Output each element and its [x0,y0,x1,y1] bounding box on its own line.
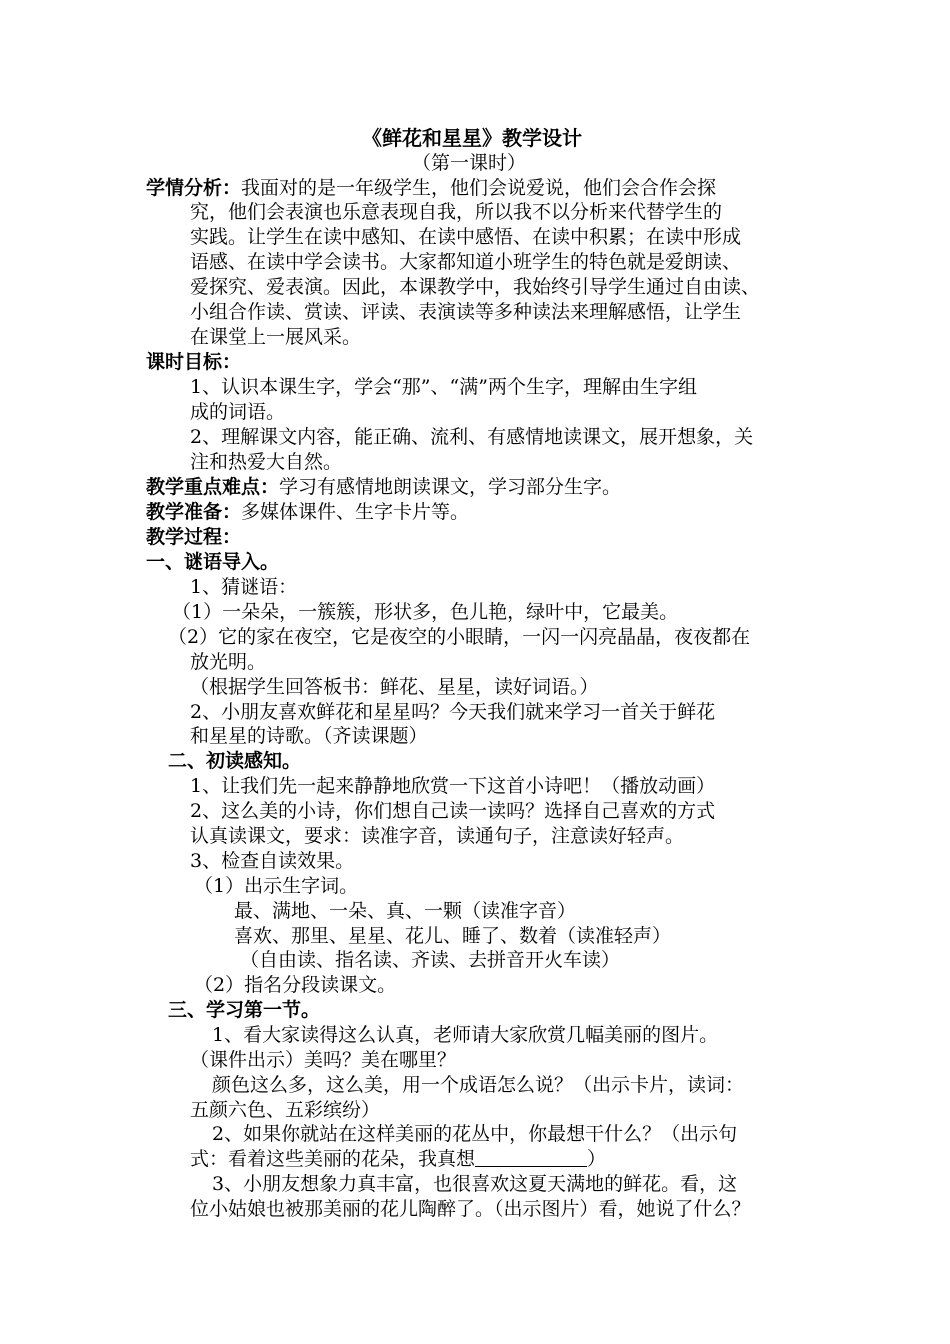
keypoints-label: 教学重点难点： [146,476,280,498]
analysis-line-1 [146,176,716,200]
goals-label: 课时目标： [146,351,242,373]
goals-line-4: 注和热爱大自然。 [190,451,343,473]
s1-line-6: 2、小朋友喜欢鲜花和星星吗？今天我们就来学习一首关于鲜花 [190,701,716,723]
s1-line-1: 1、猜谜语： [190,576,298,598]
s2-line-3: 认真读课文，要求：读准字音，读通句子，注意读好轻声。 [190,825,685,847]
s3-line-4: 五颜六色、五彩缤纷） [190,1099,381,1121]
s3-line-7: 3、小朋友想象力真丰富，也很喜欢这夏天满地的鲜花。看，这 [212,1173,738,1195]
analysis-line-2: 究，他们会表演也乐意表现自我，所以我不以分析来代替学生的 [190,201,723,223]
s2-line-7: 喜欢、那里、星星、花儿、睡了、数着（读准轻声） [234,925,672,947]
s2-line-5: （1）出示生字词。 [194,875,359,897]
fill-in-blank [475,1148,587,1167]
section-2-heading: 二、初读感知。 [168,750,302,772]
s3-line-6 [190,1147,606,1171]
doc-subtitle: （第一课时） [412,152,527,174]
goals-line-1: 1、认识本课生字，学会“那”、“满”两个生字，理解由生字组 [190,376,697,398]
s2-line-2: 2、这么美的小诗，你们想自己读一读吗？选择自己喜欢的方式 [190,800,716,822]
keypoints-text: 学习有感情地朗读课文，学习部分生字。 [279,476,622,498]
s1-line-2: （1）一朵朵，一簇簇，形状多，色儿艳，绿叶中，它最美。 [172,601,679,623]
s3-line-2: （课件出示）美吗？美在哪里？ [190,1049,457,1071]
analysis-line-7: 在课堂上一展风采。 [190,326,362,348]
s1-line-5: （根据学生回答板书：鲜花、星星，读好词语。） [190,676,599,698]
s2-line-6: 最、满地、一朵、真、一颗（读准字音） [234,900,577,922]
analysis-text: 我面对的是一年级学生，他们会说爱说，他们会合作会探 [241,177,717,199]
analysis-line-4: 语感、在读中学会读书。大家都知道小班学生的特色就是爱朗读、 [190,251,742,273]
s3-line-8: 位小姑娘也被那美丽的花儿陶醉了。（出示图片）看，她说了什么？ [190,1198,751,1220]
section-3-heading: 三、学习第一节。 [168,999,321,1021]
s3-line-6-text: 式：看着这些美丽的花朵，我真想 [190,1148,476,1170]
s3-line-1: 1、看大家读得这么认真，老师请大家欣赏几幅美丽的图片。 [212,1024,719,1046]
prep-line [146,500,469,524]
prep-text: 多媒体课件、生字卡片等。 [241,501,470,523]
s1-line-3: （2）它的家在夜空，它是夜空的小眼睛，一闪一闪亮晶晶，夜夜都在 [168,626,751,648]
s3-line-6-end: ） [587,1148,607,1170]
goals-line-3: 2、理解课文内容，能正确、流利、有感情地读课文，展开想象，关 [190,426,754,448]
s2-line-9: （2）指名分段读课文。 [194,974,397,996]
analysis-label: 学情分析： [146,177,242,199]
s2-line-8: （自由读、指名读、齐读、去拼音开火车读） [240,949,621,971]
analysis-line-5: 爱探究、爱表演。因此，本课教学中，我始终引导学生通过自由读、 [190,276,761,298]
s3-line-5: 2、如果你就站在这样美丽的花丛中，你最想干什么？（出示句 [212,1123,738,1145]
doc-title: 《鲜花和星星》教学设计 [362,126,582,150]
s2-line-1: 1、让我们先一起来静静地欣赏一下这首小诗吧！（播放动画） [190,775,716,797]
goals-line-2: 成的词语。 [190,401,286,423]
s1-line-4: 放光明。 [190,651,267,673]
analysis-line-3: 实践。让学生在读中感知、在读中感悟、在读中积累；在读中形成 [190,226,742,248]
keypoints-line [146,475,621,499]
analysis-line-6: 小组合作读、赏读、评读、表演读等多种读法来理解感悟，让学生 [190,301,742,323]
s1-line-7: 和星星的诗歌。（齐读课题） [190,725,428,747]
section-1-heading: 一、谜语导入。 [146,551,280,573]
s2-line-4: 3、检查自读效果。 [190,850,355,872]
process-label: 教学过程： [146,526,242,548]
prep-label: 教学准备： [146,501,242,523]
s3-line-3: 颜色这么多，这么美，用一个成语怎么说？（出示卡片，读词： [212,1074,745,1096]
